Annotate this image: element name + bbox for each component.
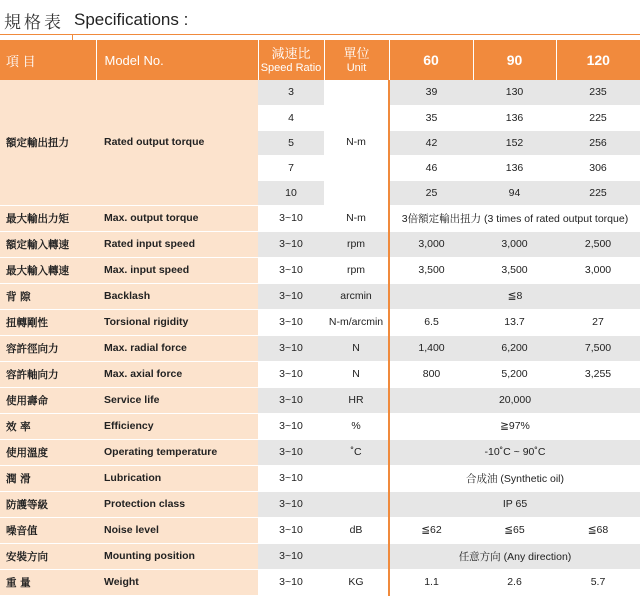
value-cell: 3,500 [473, 257, 556, 283]
row-label-en: Max. input speed [96, 257, 258, 283]
unit-cell: HR [324, 387, 389, 413]
row-label-en: Max. radial force [96, 335, 258, 361]
table-row [0, 257, 640, 283]
value-cell: 94 [473, 180, 556, 205]
row-label-en: Mounting position [96, 543, 258, 569]
ratio-cell: 3~10 [258, 283, 324, 309]
header-model-90: 90 [473, 40, 556, 80]
unit-cell [324, 543, 389, 569]
table-row [0, 335, 640, 361]
row-label-en: Weight [96, 569, 258, 595]
row-label-en: Max. output torque [96, 205, 258, 231]
table-row [0, 387, 640, 413]
title-chinese: 規格表 [4, 12, 64, 33]
page-title [4, 7, 188, 33]
ratio-cell: 3~10 [258, 205, 324, 231]
row-label-en: Operating temperature [96, 439, 258, 465]
value-cell: 39 [389, 80, 473, 105]
ratio-cell: 3~10 [258, 439, 324, 465]
value-cell: 225 [556, 180, 640, 205]
value-cell: 2,500 [556, 231, 640, 257]
value-cell: 235 [556, 80, 640, 105]
merged-value-cell: -10˚C ~ 90˚C [389, 439, 640, 465]
ratio-cell: 3~10 [258, 569, 324, 595]
value-cell: 6.5 [389, 309, 473, 335]
unit-cell: % [324, 413, 389, 439]
table-row [0, 465, 640, 491]
table-row [0, 543, 640, 569]
header-unit [324, 40, 389, 80]
table-row [0, 361, 640, 387]
value-cell: 136 [473, 155, 556, 180]
table-row [0, 491, 640, 517]
value-cell: 256 [556, 130, 640, 155]
value-cell: 27 [556, 309, 640, 335]
table-row [0, 205, 640, 231]
value-cell: 1.1 [389, 569, 473, 595]
merged-value-cell: 3倍額定輸出扭力 (3 times of rated output torque) [389, 205, 640, 231]
ratio-cell: 3~10 [258, 335, 324, 361]
ratio-cell: 10 [258, 180, 324, 205]
header-model: Model No. [96, 40, 258, 80]
table-row [0, 439, 640, 465]
ratio-cell: 3~10 [258, 309, 324, 335]
value-cell: 152 [473, 130, 556, 155]
row-label-en: Max. axial force [96, 361, 258, 387]
value-cell: ≦62 [389, 517, 473, 543]
row-label-en: Torsional rigidity [96, 309, 258, 335]
ratio-cell: 3~10 [258, 517, 324, 543]
value-cell: 42 [389, 130, 473, 155]
row-label-en: Protection class [96, 491, 258, 517]
header-unit-en: Unit [346, 61, 367, 74]
merged-value-cell: ≦8 [389, 283, 640, 309]
row-label-cn: 容許軸向力 [0, 361, 96, 387]
unit-cell: KG [324, 569, 389, 595]
ratio-cell: 3~10 [258, 465, 324, 491]
merged-value-cell: 20,000 [389, 387, 640, 413]
row-label-en: Rated output torque [96, 80, 258, 205]
value-cell: 130 [473, 80, 556, 105]
value-cell: 35 [389, 105, 473, 130]
table-row [0, 231, 640, 257]
table-row [0, 517, 640, 543]
row-label-cn: 潤 滑 [0, 465, 96, 491]
value-cell: 136 [473, 105, 556, 130]
specifications-table [0, 40, 640, 596]
value-cell: 5,200 [473, 361, 556, 387]
unit-cell: ˚C [324, 439, 389, 465]
value-cell: 6,200 [473, 335, 556, 361]
unit-cell: N-m/arcmin [324, 309, 389, 335]
unit-cell: dB [324, 517, 389, 543]
merged-value-cell: IP 65 [389, 491, 640, 517]
row-label-en: Rated input speed [96, 231, 258, 257]
ratio-cell: 5 [258, 130, 324, 155]
table-row [0, 283, 640, 309]
unit-cell: arcmin [324, 283, 389, 309]
ratio-cell: 3~10 [258, 387, 324, 413]
value-cell: 306 [556, 155, 640, 180]
row-label-cn: 重 量 [0, 569, 96, 595]
row-label-cn: 容許徑向力 [0, 335, 96, 361]
header-unit-cn: 單位 [343, 45, 370, 61]
value-cell: 225 [556, 105, 640, 130]
ratio-cell: 3~10 [258, 543, 324, 569]
merged-value-cell: 任意方向 (Any direction) [389, 543, 640, 569]
unit-cell [324, 491, 389, 517]
value-cell: 800 [389, 361, 473, 387]
title-english: Specifications : [74, 10, 189, 29]
merged-value-cell: 合成油 (Synthetic oil) [389, 465, 640, 491]
unit-cell: N-m [324, 80, 389, 205]
unit-cell: N [324, 361, 389, 387]
value-cell: 7,500 [556, 335, 640, 361]
value-cell: 2.6 [473, 569, 556, 595]
header-ratio-cn: 減速比 [271, 45, 311, 61]
value-cell: 3,000 [556, 257, 640, 283]
header-model-60: 60 [389, 40, 473, 80]
ratio-cell: 3~10 [258, 361, 324, 387]
ratio-cell: 4 [258, 105, 324, 130]
row-label-cn: 防護等級 [0, 491, 96, 517]
row-label-cn: 效 率 [0, 413, 96, 439]
unit-cell: N [324, 335, 389, 361]
ratio-cell: 7 [258, 155, 324, 180]
header-ratio-en: Speed Ratio [260, 61, 322, 74]
ratio-cell: 3~10 [258, 491, 324, 517]
value-cell: 25 [389, 180, 473, 205]
value-cell: 5.7 [556, 569, 640, 595]
row-label-cn: 背 隙 [0, 283, 96, 309]
value-cell: ≦65 [473, 517, 556, 543]
value-cell: 3,255 [556, 361, 640, 387]
row-label-cn: 安裝方向 [0, 543, 96, 569]
header-item: 項 目 [0, 40, 96, 80]
row-label-cn: 額定輸入轉速 [0, 231, 96, 257]
row-label-en: Lubrication [96, 465, 258, 491]
row-label-en: Efficiency [96, 413, 258, 439]
row-label-cn: 噪音值 [0, 517, 96, 543]
header-speed-ratio [258, 40, 324, 80]
unit-cell: rpm [324, 231, 389, 257]
ratio-cell: 3 [258, 80, 324, 105]
table-header-row [0, 40, 640, 80]
ratio-cell: 3~10 [258, 257, 324, 283]
value-cell: 1,400 [389, 335, 473, 361]
ratio-cell: 3~10 [258, 413, 324, 439]
row-label-en: Backlash [96, 283, 258, 309]
title-underline [0, 34, 640, 35]
row-label-en: Service life [96, 387, 258, 413]
value-cell: ≦68 [556, 517, 640, 543]
row-label-cn: 最大輸入轉速 [0, 257, 96, 283]
unit-cell [324, 465, 389, 491]
row-label-en: Noise level [96, 517, 258, 543]
ratio-cell: 3~10 [258, 231, 324, 257]
unit-cell: N-m [324, 205, 389, 231]
value-cell: 46 [389, 155, 473, 180]
row-label-cn: 最大輸出力矩 [0, 205, 96, 231]
value-cell: 3,000 [473, 231, 556, 257]
header-model-120: 120 [556, 40, 640, 80]
table-row [0, 80, 640, 105]
value-cell: 3,000 [389, 231, 473, 257]
row-label-cn: 使用壽命 [0, 387, 96, 413]
row-label-cn: 使用溫度 [0, 439, 96, 465]
table-row [0, 309, 640, 335]
row-label-cn: 扭轉剛性 [0, 309, 96, 335]
table-row [0, 413, 640, 439]
table-row [0, 569, 640, 595]
unit-cell: rpm [324, 257, 389, 283]
value-cell: 3,500 [389, 257, 473, 283]
value-cell: 13.7 [473, 309, 556, 335]
row-label-cn: 額定輸出扭力 [0, 80, 96, 205]
merged-value-cell: ≧97% [389, 413, 640, 439]
